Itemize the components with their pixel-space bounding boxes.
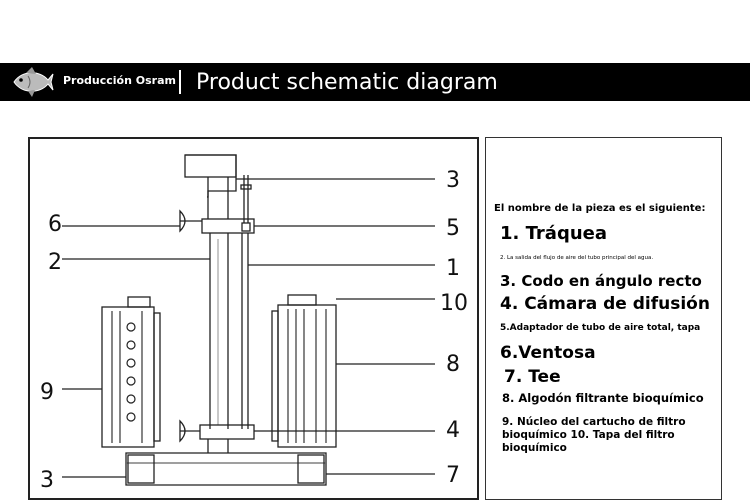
page-title: Product schematic diagram	[196, 70, 498, 95]
part-9-line-2: bioquímico 10. Tapa del filtro	[502, 429, 675, 441]
brand-name: Producción Osram	[63, 74, 176, 87]
callout-label: 3	[40, 468, 54, 493]
schematic-drawing	[30, 139, 481, 502]
callout-label: 5	[446, 216, 460, 241]
part-7: 7. Tee	[504, 367, 561, 387]
parts-intro: El nombre de la pieza es el siguiente:	[494, 203, 706, 214]
header-divider	[179, 70, 181, 94]
schematic-diagram	[28, 137, 479, 500]
callout-label: 1	[446, 256, 460, 281]
callout-label: 4	[446, 418, 460, 443]
part-4: 4. Cámara de difusión	[500, 294, 710, 314]
part-2: 2. La salida del flujo de aire del tubo principal del agua.	[500, 255, 654, 261]
callout-label: 6	[48, 212, 62, 237]
callout-label: 3	[446, 168, 460, 193]
part-3: 3. Codo en ángulo recto	[500, 272, 702, 290]
part-6: 6.Ventosa	[500, 343, 596, 363]
part-8: 8. Algodón filtrante bioquímico	[502, 391, 704, 405]
part-1: 1. Tráquea	[500, 223, 608, 244]
fish-logo-icon	[10, 65, 54, 99]
callout-label: 9	[40, 380, 54, 405]
callout-label: 8	[446, 352, 460, 377]
part-5: 5.Adaptador de tubo de aire total, tapa	[500, 323, 701, 333]
header-banner	[0, 63, 750, 101]
callout-label: 2	[48, 250, 62, 275]
callout-label: 7	[446, 463, 460, 488]
part-9-line-3: bioquímico	[502, 442, 567, 454]
parts-list	[485, 137, 722, 500]
part-9-line-1: 9. Núcleo del cartucho de filtro	[502, 416, 686, 428]
callout-label: 10	[440, 291, 468, 316]
